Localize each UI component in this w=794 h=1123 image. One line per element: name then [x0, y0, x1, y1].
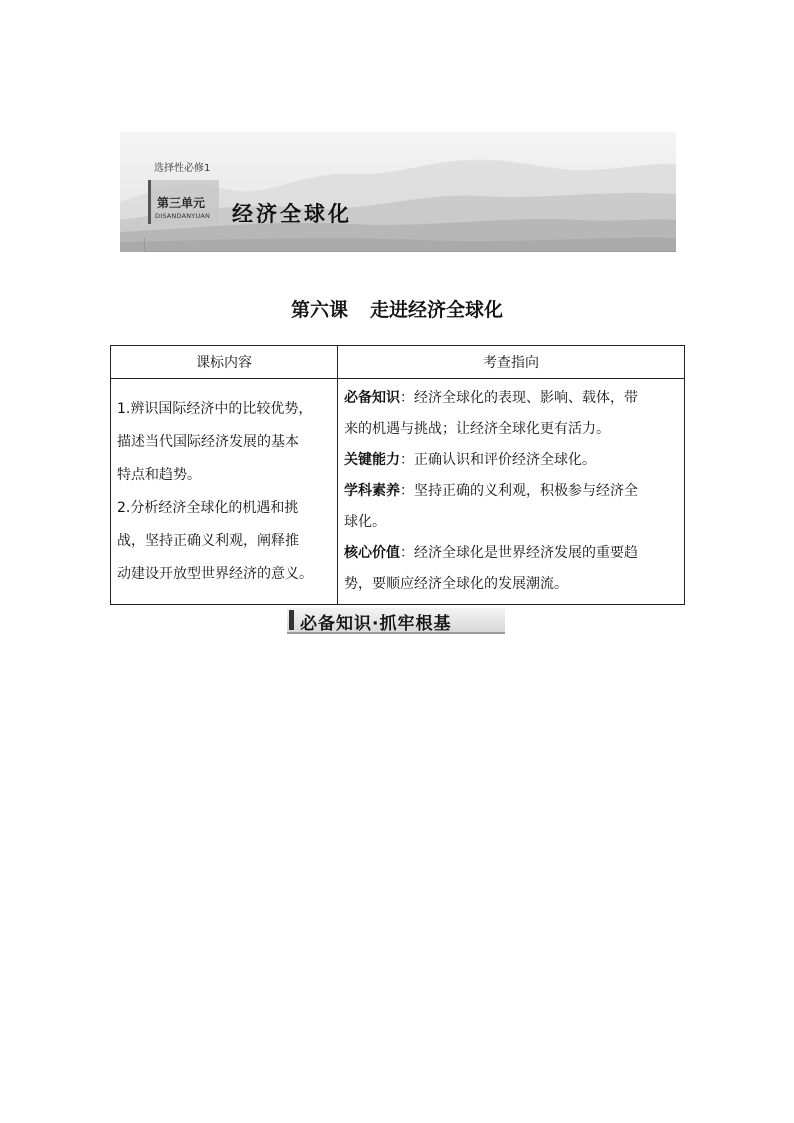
- unit-banner: [120, 132, 676, 252]
- focus-label-knowledge: 必备知识: [344, 390, 400, 406]
- exam-focus-cell: [338, 379, 685, 605]
- banner-divider: [144, 251, 676, 252]
- lesson-title: [0, 295, 794, 322]
- focus-line: [344, 538, 678, 569]
- focus-label-value: 核心价值: [344, 545, 400, 561]
- curriculum-table: [110, 345, 685, 605]
- focus-line: 来的机遇与挑战；让经济全球化更有活力。: [344, 421, 610, 437]
- section-marker-bar: [289, 610, 294, 630]
- lesson-number: 第六课: [290, 299, 348, 321]
- banner-divider-vertical: [144, 238, 145, 252]
- table-row: [111, 379, 685, 605]
- focus-text: ：经济全球化是世界经济发展的重要趋: [400, 545, 638, 561]
- standards-line: 1.辨识国际经济中的比较优势，: [117, 400, 313, 417]
- focus-text: ：坚持正确的义利观，积极参与经济全: [400, 483, 638, 499]
- focus-line: 势，要顺应经济全球化的发展潮流。: [344, 576, 568, 592]
- unit-label-box: [148, 180, 219, 224]
- focus-line: [344, 476, 678, 507]
- standards-line: 战，坚持正确义利观，阐释推: [117, 532, 299, 549]
- section-heading: [287, 608, 505, 634]
- focus-label-ability: 关键能力: [344, 452, 400, 468]
- standards-line: 动建设开放型世界经济的意义。: [117, 565, 313, 582]
- focus-text: ：正确认识和评价经济全球化。: [400, 452, 596, 468]
- standards-line: 描述当代国际经济发展的基本: [117, 433, 299, 450]
- book-subtitle: 选择性必修1: [154, 163, 211, 174]
- unit-pinyin: DISANDANYUAN: [155, 212, 211, 220]
- unit-title: 经济全球化: [232, 202, 352, 226]
- standards-line: 特点和趋势。: [117, 466, 201, 483]
- focus-line: [344, 383, 678, 414]
- focus-line: [344, 445, 678, 476]
- focus-line: 球化。: [344, 514, 386, 530]
- focus-text: ：经济全球化的表现、影响、载体，带: [400, 390, 638, 406]
- focus-label-literacy: 学科素养: [344, 483, 400, 499]
- lesson-name: 走进经济全球化: [370, 299, 504, 321]
- table-header-row: [111, 346, 685, 379]
- header-exam-focus: 考查指向: [338, 346, 685, 379]
- unit-number: 第三单元: [157, 196, 206, 210]
- standards-cell: [111, 379, 338, 605]
- standards-line: 2.分析经济全球化的机遇和挑: [117, 499, 299, 516]
- section-title: 必备知识·抓牢根基: [300, 614, 452, 634]
- header-standards: 课标内容: [111, 346, 338, 379]
